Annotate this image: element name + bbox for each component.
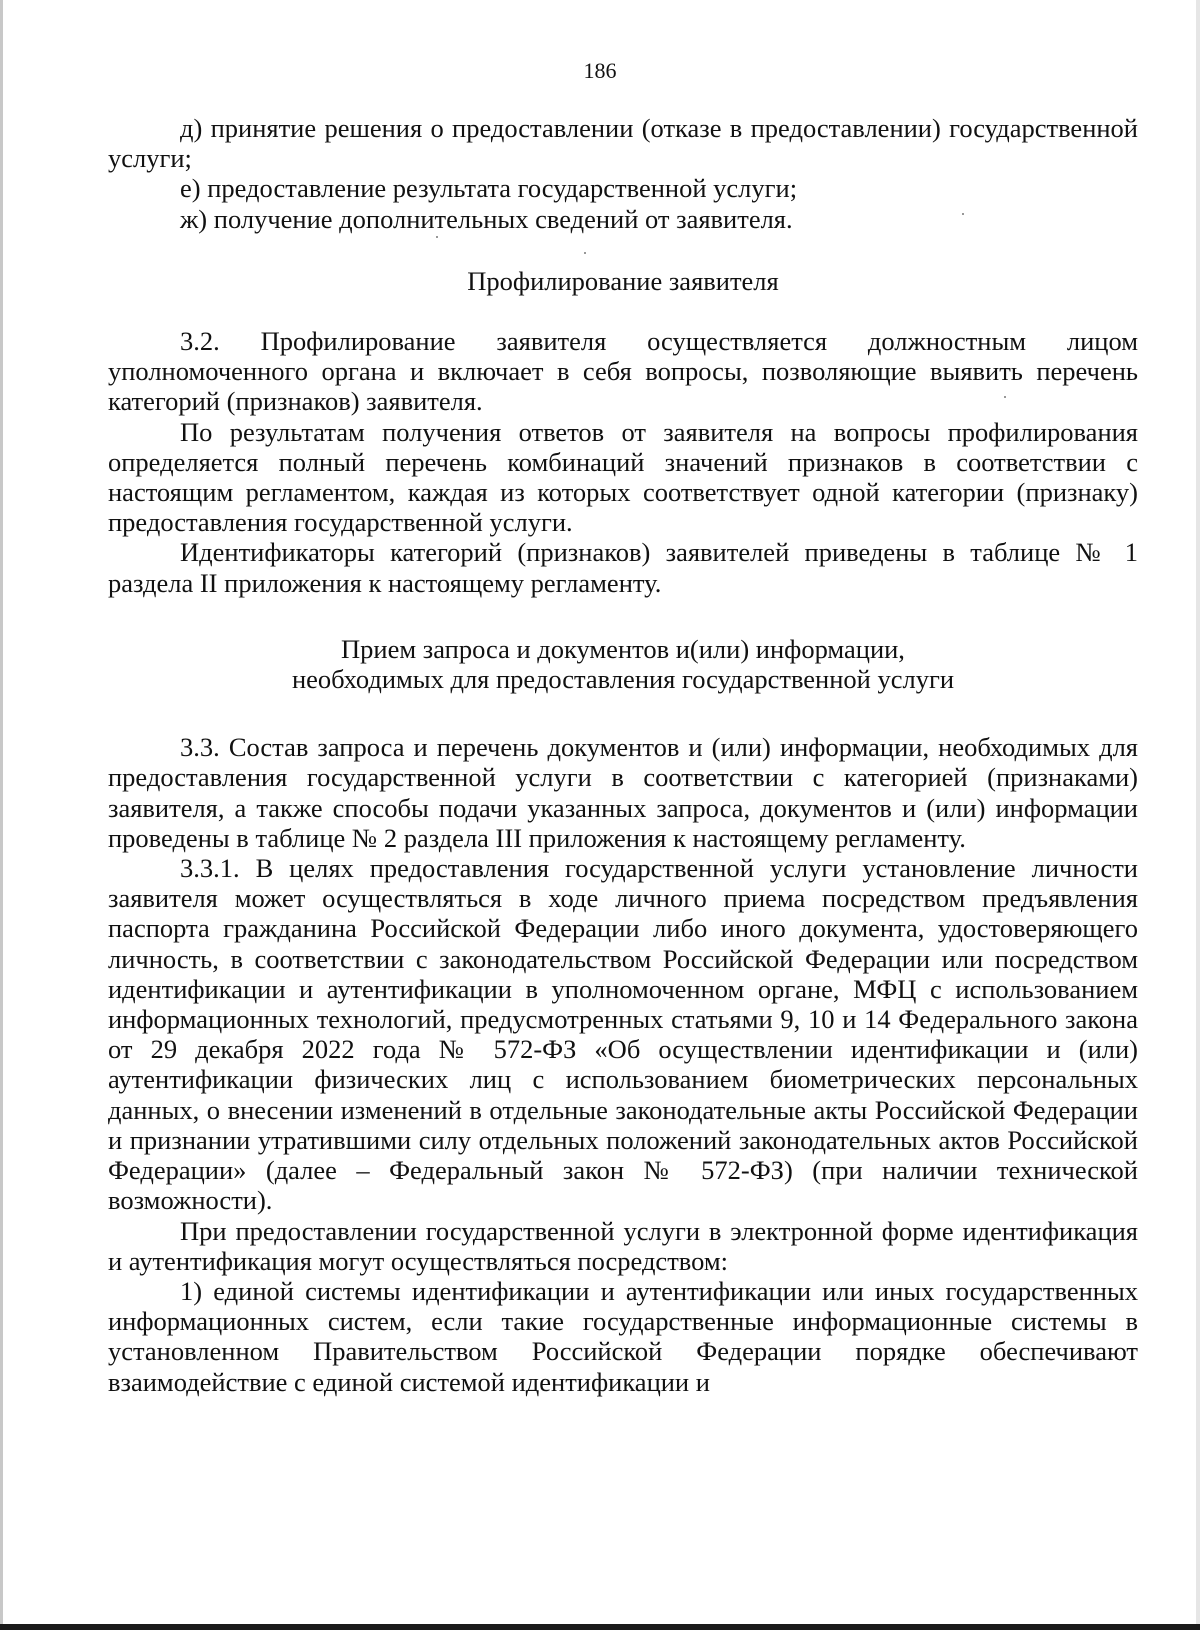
- list-item-zh: ж) получение дополнительных сведений от заявителя.: [180, 203, 793, 234]
- paragraph-3-3-1: 3.3.1. В целях предоставления государственной услуги установление личности заявителя может осуществляться в ходе личного приема посредством предъявления паспорта гражданина Российской Федерации либо иного документа, удостоверяющего личность, в соответствии с законодательством Российской Федерации или посредством идентификации и аутентификации в уполномоченном органе, МФЦ с использованием информационных технологий, предусмотренных статьями 9, 10 и 14 Федерального закона от 29 декабря 2022 года № 572-ФЗ «Об осуществлении идентификации и (или) аутентификации физических лиц с использованием биометрических персональных данных, о внесении изменений в отдельные законодательные акты Российской Федерации и признании утратившими силу отдельных положений законодательных актов Российской Федерации» (далее – Федеральный закон № 572-ФЗ) (при наличии технической возможности).: [108, 853, 1138, 1216]
- page-number: 186: [583, 58, 617, 83]
- scan-bottom-edge: [0, 1624, 1200, 1630]
- paragraph-3-2: 3.2. Профилирование заявителя осуществляется должностным лицом уполномоченного органа и включает в себя вопросы, позволяющие выявить перечень категорий (признаков) заявителя.: [108, 326, 1138, 417]
- scan-right-edge: [1196, 0, 1200, 1630]
- list-item-d: д) принятие решения о предоставлении (отказе в предоставлении) государственной услуги;: [108, 113, 1138, 174]
- list-item-1-esia: 1) единой системы идентификации и аутентификации или иных государственных информационных систем, если такие государственные информационные системы в установленном Правительством Российской Федерации порядке обеспечивают взаимодействие с единой системой идентификации и: [108, 1275, 1138, 1397]
- section-heading-line-1: Прием запроса и документов и(или) информации,: [341, 633, 905, 664]
- section-heading-request-intake: [108, 634, 1138, 694]
- paragraph-3-3: 3.3. Состав запроса и перечень документов и (или) информации, необходимых для предоставления государственной услуги в соответствии с категорией (признаками) заявителя, а также способы подачи указанных запроса, документов и (или) информации проведены в таблице № 2 раздела III приложения к настоящему регламенту.: [108, 732, 1138, 853]
- paragraph-electronic-form: При предоставлении государственной услуги в электронной форме идентификация и аутентификация могут осуществляться посредством:: [108, 1215, 1138, 1276]
- list-item-e: е) предоставление результата государственной услуги;: [180, 173, 798, 204]
- section-heading-profiling: Профилирование заявителя: [467, 265, 779, 296]
- document-body: [108, 113, 1138, 1397]
- section-heading-line-2: необходимых для предоставления государственной услуги: [291, 664, 955, 695]
- paragraph-identifiers: Идентификаторы категорий (признаков) заявителей приведены в таблице № 1 раздела II приложения к настоящему регламенту.: [108, 537, 1138, 598]
- scan-left-edge: [0, 0, 3, 1630]
- paragraph-profiling-results: По результатам получения ответов от заявителя на вопросы профилирования определяется полный перечень комбинаций значений признаков в соответствии с настоящим регламентом, каждая из которых соответствует одной категории (признаку) предоставления государственной услуги.: [108, 416, 1138, 538]
